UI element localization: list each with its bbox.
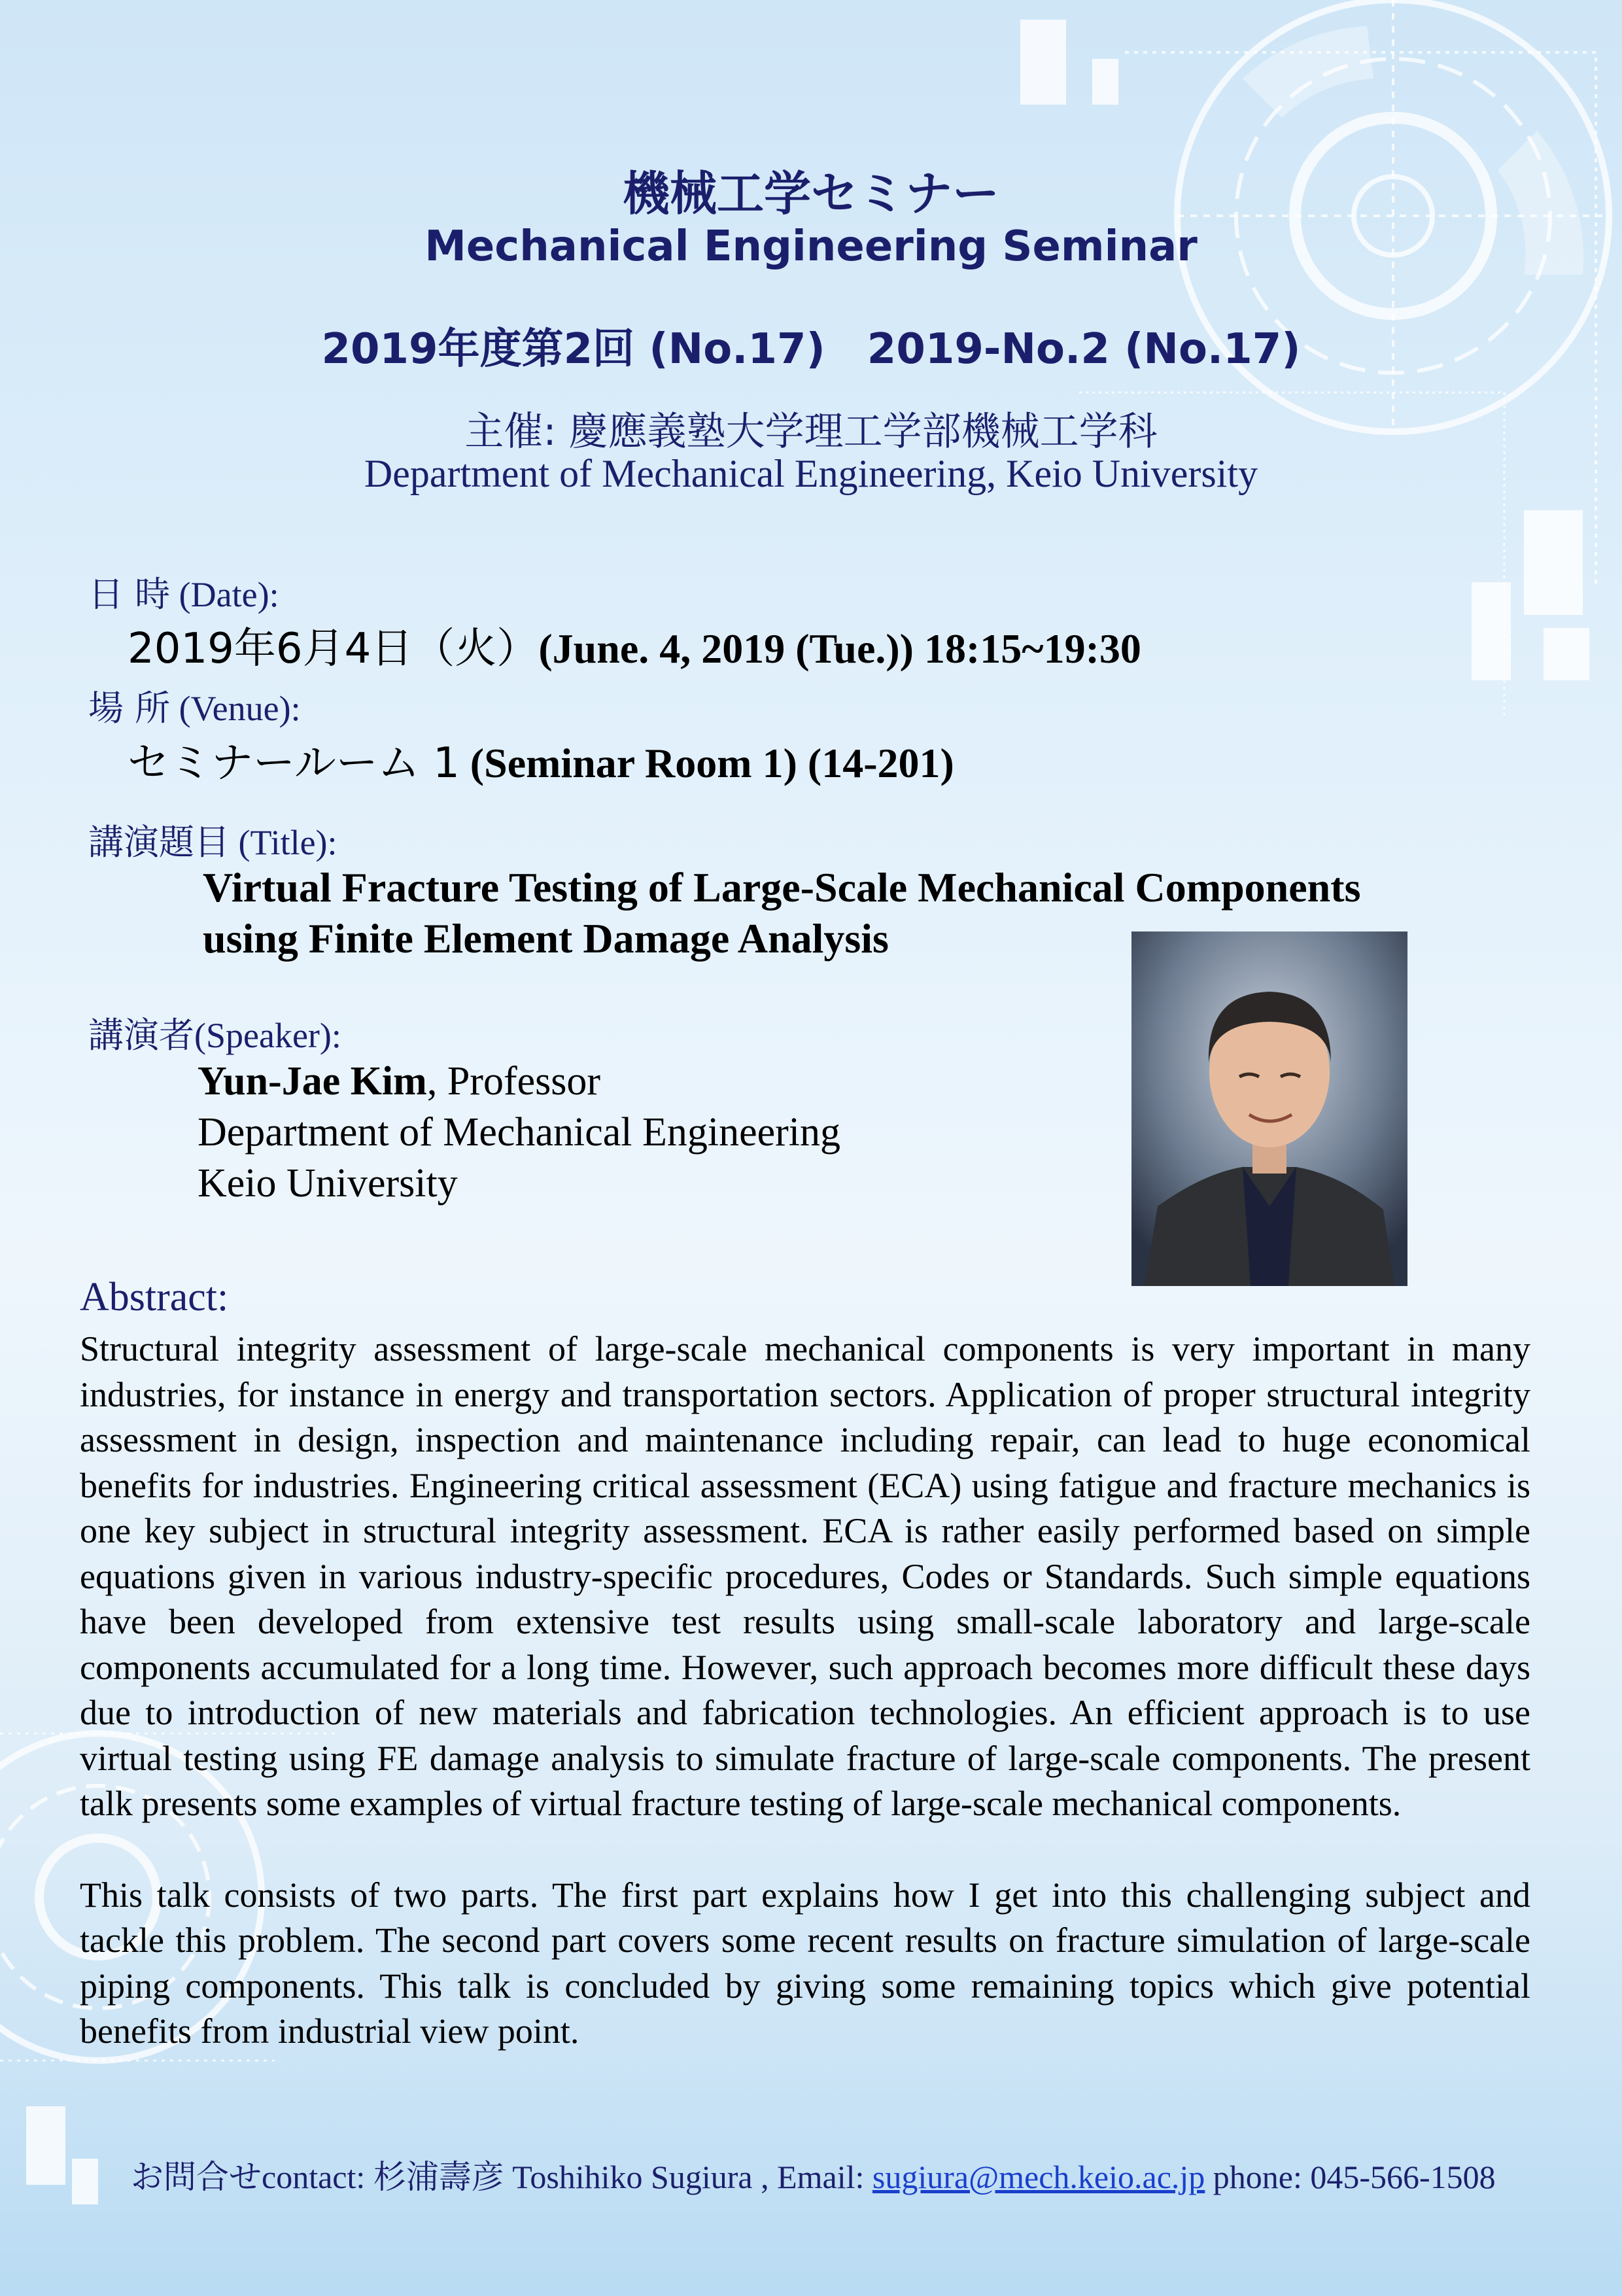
talk-title-label: [88, 814, 337, 865]
venue-label-en: (Venue):: [170, 689, 301, 728]
venue-value-jp: セミナールーム 1: [128, 739, 460, 788]
seminar-title-jp: 機械工学セミナー: [622, 166, 999, 221]
abstract-body: [80, 1327, 1530, 2100]
speaker-info: [198, 1056, 840, 1209]
talk-title-line-1: Virtual Fracture Testing of Large-Scale Mechanical Components: [203, 864, 1361, 911]
seminar-number: 2019年度第2回 (No.17) 2019-No.2 (No.17): [321, 325, 1301, 374]
organizer-en: Department of Mechanical Engineering, Keio University: [364, 452, 1258, 495]
abstract-paragraph-2: This talk consists of two parts. The first part explains how I get into this challenging subject and tackle this problem. The second part covers some recent results on fracture simulation of large-scale piping components. This talk is concluded by giving some remaining topics which give potential benefits from industrial view point.: [80, 1875, 1530, 2051]
talk-title-label-jp: 講演題目: [88, 822, 230, 863]
contact-label-en: contact:: [262, 2159, 373, 2195]
speaker-position: , Professor: [426, 1059, 601, 1104]
organizer-jp: 主催: 慶應義塾大学理工学部機械工学科: [464, 409, 1158, 455]
contact-phone: phone: 045-566-1508: [1205, 2159, 1496, 2195]
date-value-jp: 2019年6月4日（火）: [128, 625, 539, 673]
date-value-en: (June. 4, 2019 (Tue.)) 18:15~19:30: [538, 625, 1141, 672]
talk-title-label-en: (Title):: [230, 823, 337, 862]
speaker-label-en: (Speaker):: [194, 1016, 341, 1055]
contact-name-en: Toshihiko Sugiura , Email:: [504, 2159, 872, 2195]
venue-value: [128, 729, 954, 790]
date-value: [128, 615, 1141, 675]
venue-label-jp: 場 所: [88, 687, 171, 729]
venue-label: [88, 680, 301, 731]
speaker-label-jp: 講演者: [88, 1015, 194, 1056]
speaker-name: Yun-Jae Kim: [198, 1059, 427, 1104]
contact-label-jp: お問合せ: [131, 2158, 262, 2196]
seminar-title-en: Mechanical Engineering Seminar: [424, 222, 1198, 271]
speaker-label: [88, 1007, 341, 1058]
speaker-university: Keio University: [198, 1161, 458, 1206]
speaker-photo: [1131, 931, 1407, 1286]
speaker-department: Department of Mechanical Engineering: [198, 1110, 840, 1155]
date-label: [88, 566, 279, 617]
contact-line: [131, 2151, 1496, 2198]
abstract-paragraph-1: Structural integrity assessment of large-scale mechanical components is very important in many industries, for instance in energy and transportation sectors. Application of proper structural integrity assessment in design, inspection and maintenance including repair, can lead to huge economical benefits for industries. Engineering critical assessment (ECA) using fatigue and fracture mechanics is one key subject in structural integrity assessment. ECA is rather easily performed based on simple equations given in various industry-specific procedures, Codes or Standards. Such simple equations have been developed from extensive test results using small-scale laboratory and large-scale components accumulated for a long time. However, such approach becomes more difficult these days due to introduction of new materials and fabrication technologies. An efficient approach is to use virtual testing using FE damage analysis to simulate fracture of large-scale components. The present talk presents some examples of virtual fracture testing of large-scale mechanical components.: [80, 1329, 1530, 1823]
date-label-en: (Date):: [170, 575, 279, 614]
talk-title-line-2: using Finite Element Damage Analysis: [203, 915, 889, 962]
abstract-heading: Abstract:: [80, 1275, 229, 1319]
venue-value-en: (Seminar Room 1) (14-201): [459, 740, 954, 786]
contact-name-jp: 杉浦壽彦: [373, 2158, 504, 2196]
date-label-jp: 日 時: [88, 574, 171, 615]
contact-email-link[interactable]: sugiura@mech.keio.ac.jp: [872, 2159, 1205, 2195]
